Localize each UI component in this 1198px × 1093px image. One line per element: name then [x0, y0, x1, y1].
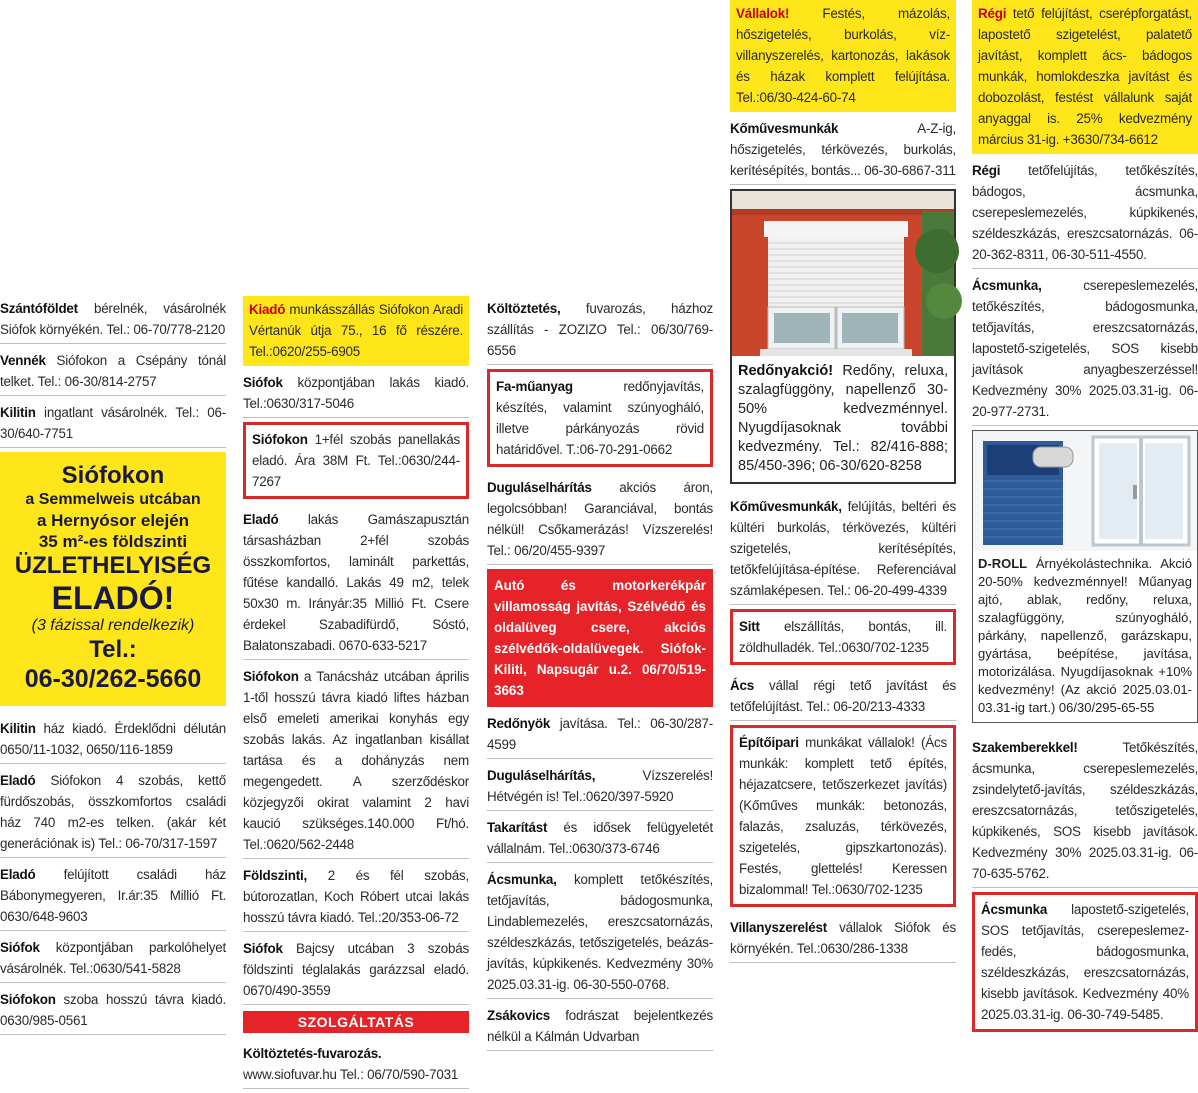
- ad-body: központjában parkolóhelyet vásárolnék. Tel.:0630/541-5828: [0, 940, 226, 976]
- ad-body: vállalok Siófok és környékén. Tel.:0630/286-1338: [730, 920, 956, 956]
- shutter-and-window-illustration: [973, 431, 1197, 551]
- ad-head: Eladó: [0, 867, 36, 882]
- ad-head: Siófokon: [0, 992, 56, 1007]
- droll-ad: [972, 430, 1198, 723]
- ads-top: [730, 0, 956, 185]
- column-real-estate-1: [0, 296, 226, 1039]
- ad-head: Duguláselhárítás: [487, 480, 592, 495]
- classified-ad: [0, 296, 226, 344]
- droll-ad-text: [973, 551, 1197, 722]
- classified-ad: [972, 735, 1198, 888]
- ad-body: akciós áron, legolcsóbban! Garanciával, bontás nélkül! Csőkamerázás! Vízszerelés! Tel.: 06/20/455-9397: [487, 480, 713, 558]
- ad-body: felújítás, beltéri és kültéri burkolás, térkövezés, kültéri szigetelés, kerítésépítés, tetőkfelújítása-építése. Referenciával számlaképesen. Tel.: 06-20-499-4339: [730, 499, 956, 598]
- ad-head: Ács: [730, 678, 754, 693]
- ads: [243, 296, 469, 1005]
- ad-body: Festés, mázolás, hőszigetelés, burkolás, víz-villanyszerelés, kartonozás, lakások és házak komplett felújítása. Tel.:06/30-424-60-74: [736, 6, 950, 105]
- classified-ad: [730, 673, 956, 721]
- classified-ad: [0, 987, 226, 1035]
- classified-ad: [487, 569, 713, 707]
- ads-bottom: [972, 735, 1198, 1032]
- big-ad-line3: a Hernyósor elején: [36, 511, 190, 530]
- ad-head: Régi: [978, 6, 1007, 21]
- ad-head: Takarítást: [487, 820, 548, 835]
- ad-body: 2 és fél szobás, bútorozatlan, Koch Róbert utcai lakás hosszú távra kiadó. Tel.:20/353-06-72: [243, 868, 469, 925]
- ad-body: központjában lakás kiadó. Tel.:0630/317-5046: [243, 375, 469, 411]
- classified-ad: [243, 507, 469, 660]
- ad-body: bérelnék, vásárolnék Siófok környékén. Tel.: 06-70/778-2120: [0, 301, 226, 337]
- ad-body: fodrászat bejelentkezés nélkül a Kálmán Udvarban: [487, 1008, 713, 1044]
- big-ad-line6: ELADÓ!: [51, 580, 175, 616]
- classified-ad: [730, 494, 956, 605]
- ad-head: Kiadó: [249, 302, 286, 317]
- ad-head: Régi: [972, 163, 1001, 178]
- shutter-ad-text: [732, 356, 954, 482]
- ads-after: [243, 1041, 469, 1089]
- classified-ad: [730, 116, 956, 185]
- ad-body: Siófokon a Csépány tónál telket. Tel.: 06-30/814-2757: [0, 353, 226, 389]
- ad-body: szoba hosszú távra kiadó. 0630/985-0561: [0, 992, 226, 1028]
- ad-body: vállal régi tető javítást és tetőfelújítást. Tel.: 06-20/213-4333: [730, 678, 956, 714]
- ad-body: redőnyjavítás, készítés, valamint szúnyogháló, illetve párkányozás rövid határidővel. T.:06-70-291-0662: [496, 379, 704, 457]
- classified-ad: [487, 369, 713, 467]
- classified-ad: [730, 609, 956, 665]
- ad-body: javítása. Tel.: 06-30/287-4599: [487, 716, 713, 752]
- ad-head: Szakemberekkel!: [972, 740, 1078, 755]
- classified-ad: [0, 935, 226, 983]
- ad-head: Ácsmunka,: [972, 278, 1042, 293]
- ads-top: [972, 0, 1198, 426]
- ad-body: Autó és motorkerékpár villamosság javítás, Szélvédő és oldalüveg csere, akciós szélvédők-oldalüvegek. Siófok-Kiliti, Napsugár u.2. 06/70/519-3663: [494, 578, 706, 698]
- classified-ad: [0, 348, 226, 396]
- ad-body: Vízszerelés! Hétvégén is! Tel.:0620/397-5920: [487, 768, 713, 804]
- ads-bottom: [0, 716, 226, 1035]
- classified-ad: [0, 400, 226, 448]
- classified-ad: [243, 296, 469, 366]
- classified-ad: [243, 370, 469, 418]
- ad-head: Siófok: [0, 940, 40, 955]
- classified-ad: [972, 0, 1198, 154]
- ad-head: Eladó: [243, 512, 279, 527]
- ad-body: Redőny, reluxa, szalagfüggöny, napellenző 30-50% kedvezménnyel. Nyugdíjasoknak további kedvezmény. Tel.: 82/416-888; 85/450-396; 06-30/620-8258: [738, 363, 948, 474]
- ad-head: Siófokon: [252, 432, 308, 447]
- section-title: SZOLGÁLTATÁS: [243, 1011, 469, 1033]
- classified-ad: [730, 915, 956, 963]
- big-ad-line1: Siófokon: [61, 462, 165, 489]
- ad-head: Ácsmunka: [981, 902, 1048, 917]
- classified-ad: [730, 0, 956, 112]
- ad-head: Kilitin: [0, 405, 36, 420]
- classified-ad: [487, 763, 713, 811]
- classified-ad: [487, 1003, 713, 1051]
- ad-body: munkásszállás Siófokon Aradi Vértanúk útja 75., 16 fő részére. Tel.:0620/255-6905: [249, 302, 463, 359]
- column-services-2: [730, 0, 956, 967]
- ad-head: Zsákovics: [487, 1008, 550, 1023]
- ad-head: Földszinti,: [243, 868, 308, 883]
- ad-body: Bajcsy utcában 3 szobás földszinti téglalakás garázzsal eladó. 0670/490-3559: [243, 941, 469, 998]
- ad-body: munkákat vállalok! (Ács munkák: komplett tető építés, héjazatcsere, tetőszerkezet javítás) (Kőműves munkák: betonozás, falazás, zsaluzás, térkövezés, szigetelés, gipszkartonozás). Festés, glettelés! Keressen bizalommal! Tel.:0630/702-1235: [739, 735, 947, 897]
- ad-body: tetőfelújítás, tetőkészítés, bádogos, ácsmunka, cserepeslemezelés, kúpkikenés, széldeszkázás, ereszcsatornázás. 06-20-362-8311, 06-30-511-4550.: [972, 163, 1198, 262]
- ads-bottom: [730, 494, 956, 963]
- ad-head: Fa-műanyag: [496, 379, 573, 394]
- ad-head: Sitt: [739, 619, 760, 634]
- ad-body: komplett tetőkészítés, tetőjavítás, bádogosmunka, Lindablemezelés, ereszcsatornázás, széldeszkázás, tetőszigetelés, beázás-javítás, kúpkikenés. Kedvezmény 30% 2025.03.31-ig. 06-30-550-0768.: [487, 872, 713, 992]
- ad-head: D-ROLL: [978, 556, 1028, 571]
- classified-ad: [0, 862, 226, 931]
- big-ad-line4: 35 m²-es földszinti: [38, 532, 188, 551]
- ad-head: Redőnyök: [487, 716, 551, 731]
- big-ad-line8: Tel.:: [89, 636, 137, 663]
- shutter-sale-ad: [730, 189, 956, 484]
- big-ad-line9: 06-30/262-5660: [24, 665, 202, 693]
- classified-ad: [487, 815, 713, 863]
- ad-head: Kilitin: [0, 721, 36, 736]
- column-real-estate-2: [243, 296, 469, 1093]
- classified-ad: [243, 1041, 469, 1089]
- ad-body: fuvarozás, házhoz szállítás - ZOZIZO Tel.: 06/30/769-6556: [487, 301, 713, 358]
- classified-ad: [487, 296, 713, 365]
- ad-head: Eladó: [0, 773, 36, 788]
- ad-head: Szántóföldet: [0, 301, 78, 316]
- ad-body: ház kiadó. Érdeklődni délután 0650/11-1032, 0650/116-1859: [0, 721, 226, 757]
- ads: [487, 296, 713, 1051]
- classified-ad: [243, 863, 469, 932]
- classified-ad: [487, 711, 713, 759]
- ad-head: Költöztetés-fuvarozás.: [243, 1046, 382, 1061]
- classified-ad: [972, 892, 1198, 1032]
- classified-ad: [0, 716, 226, 764]
- classified-ad: [243, 664, 469, 859]
- big-ad-line7: (3 fázissal rendelkezik): [31, 617, 195, 634]
- ad-head: Siófok: [243, 375, 283, 390]
- ad-body: felújított családi ház Bábonymegyeren, Ir.ár:35 Millió Ft. 0630/648-9603: [0, 867, 226, 924]
- ad-head: Vennék: [0, 353, 46, 368]
- house-window-illustration: [732, 191, 954, 356]
- classified-ad: [0, 768, 226, 858]
- ad-head: Villanyszerelést: [730, 920, 828, 935]
- ad-head: Siófok: [243, 941, 283, 956]
- classified-ad: [243, 422, 469, 499]
- big-ad-line5: ÜZLETHELYISÉG: [14, 552, 212, 579]
- ad-body: tető felújítást, cserépforgatást, lapostető szigetelést, palatető javítást, komplett ács- bádogos munkák, homlokdeszka javítást és dobozolást, festést vállalunk saját anyaggal is. 25% kedvezmény március 31-ig. +3630/734-6612: [978, 6, 1192, 147]
- classified-ad: [972, 158, 1198, 269]
- ad-body: www.siofuvar.hu Tel.: 06/70/590-7031: [243, 1067, 459, 1082]
- ad-body: Árnyékolástechnika. Akció 20-50% kedvezménnyel! Műanyag ajtó, ablak, redőny, reluxa, szalagfüggöny, szúnyogháló, párkány, napellenző, garázskapu, gyártása, beépítése, javítása, motorizálása. Nyugdíjasoknak +10% kedvezmény! (Az akció 2025.03.01-03.31-ig tart.) 06/30/295-65-55: [978, 556, 1192, 715]
- ad-body: ingatlant vásárolnék. Tel.: 06-30/640-7751: [0, 405, 226, 441]
- ad-head: Siófokon: [243, 669, 299, 684]
- classified-ad: [730, 725, 956, 907]
- ad-head: Vállalok!: [736, 6, 790, 21]
- ad-head: Építőipari: [739, 735, 799, 750]
- ad-head: Ácsmunka,: [487, 872, 557, 887]
- ad-body: Siófokon 4 szobás, kettő fürdőszobás, összkomfortos családi ház 740 m2-es telken. (akár két generációnak is) Tel.: 06-70/317-1597: [0, 773, 226, 851]
- shutter-photo: [732, 191, 954, 356]
- column-services-3: [972, 0, 1198, 1040]
- ad-head: Redőnyakció!: [738, 363, 834, 379]
- ad-body: a Tanácsház utcában április 1-től hosszú távra kiadó liftes házban első emeleti amerikai konyhás egy szobás lakás. Az ingatlanban kisállat tartása és a dohányzás nem megengedett. A szerződéskor közjegyzői okirat valamint 2 havi kaució szükséges.140.000 Ft/hó. Tel.:0620/562-2448: [243, 669, 469, 852]
- droll-photo: [973, 431, 1197, 551]
- ad-body: cserepeslemezelés, tetőkészítés, bádogosmunka, tetőjavítás, ereszcsatornázás, lapostető-szigetelés, SOS kisebb javítások anyagbeszerzéssel! Kedvezmény 30% 2025.03.31-ig. 06-20-977-2731.: [972, 278, 1198, 419]
- classified-ad: [487, 867, 713, 999]
- ad-body: lakás Gamászapusztán társasházban 2+fél szobás összkomfortos, laminált parkettás, fűtése kandalló. Lakás 49 m2, telek 50x30 m. Irányár:35 Millió Ft. Csere érdekel Szabadifürdő, Sóstó, Balatonszabadi. 0670-633-5217: [243, 512, 469, 653]
- ad-body: Tetőkészítés, ácsmunka, cserepeslemezelés, zsindelytető-javítás, széldeszkázás, ereszcsatornázás, tetőszigetelés, kúpkikenés, SOS kisebb javítások. Kedvezmény 30% 2025.03.31-ig. 06-70-635-5762.: [972, 740, 1198, 881]
- classified-ad: [487, 475, 713, 565]
- ad-head: Kőművesmunkák,: [730, 499, 842, 514]
- ad-head: Duguláselhárítás,: [487, 768, 596, 783]
- ad-head: Kőművesmunkák: [730, 121, 839, 136]
- ad-body: és idősek felügyeletét vállalnám. Tel.:0630/373-6746: [487, 820, 713, 856]
- ad-body: A-Z-ig, hőszigetelés, térkövezés, burkolás, kerítésépítés, bontás... 06-30-6867-311: [730, 121, 956, 178]
- ads-top: [0, 296, 226, 448]
- classified-ad: [243, 936, 469, 1005]
- ad-head: Költöztetés,: [487, 301, 561, 316]
- column-services-1: [487, 296, 713, 1055]
- ad-body: lapostető-szigetelés, SOS tetőjavítás, cserepeslemez-fedés, bádogosmunka, széldeszkázás, ereszcsatornázás, kisebb javítások. Kedvezmény 40% 2025.03.31-ig. 06-30-749-5485.: [981, 902, 1189, 1022]
- classified-ad: [972, 273, 1198, 426]
- ad-body: 1+fél szobás panellakás eladó. Ára 38M Ft. Tel.:0630/244-7267: [252, 432, 460, 489]
- ad-body: elszállítás, bontás, ill. zöldhulladék. Tel.:0630/702-1235: [739, 619, 947, 655]
- shop-for-sale-ad: [0, 452, 226, 706]
- big-ad-line2: a Semmelweis utcában: [25, 491, 201, 508]
